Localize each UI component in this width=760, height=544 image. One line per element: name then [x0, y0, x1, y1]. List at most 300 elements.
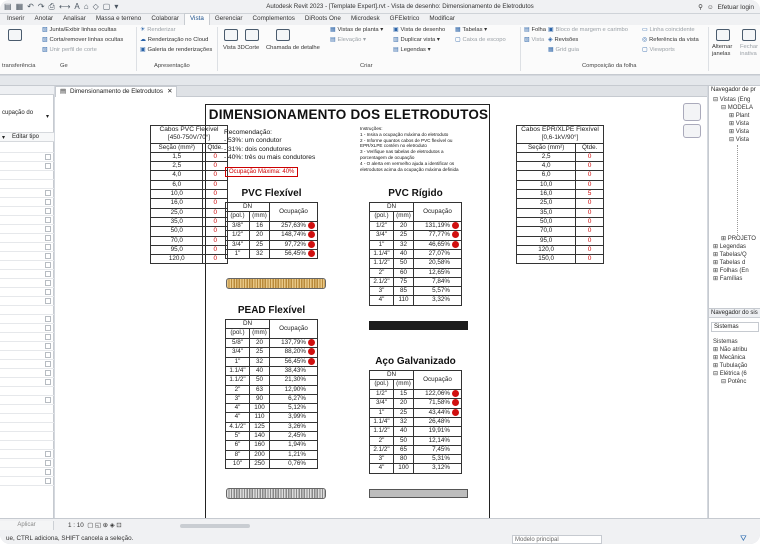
section-cell: 35,0 [151, 217, 203, 226]
cable-row [517, 171, 604, 180]
horizontal-scrollbar[interactable] [180, 524, 250, 528]
close-hidden-icon[interactable]: ▢ [102, 2, 111, 11]
cable-row [151, 255, 228, 264]
property-row[interactable] [0, 423, 54, 432]
conduit-row [226, 432, 318, 441]
tab-anotar[interactable]: Anotar [34, 15, 54, 22]
occupancy-value: 97,72% [284, 240, 306, 248]
quantity-cell[interactable]: 0 [203, 171, 228, 180]
ribbon-item[interactable]: ▣ Galeria de renderizações [140, 47, 213, 53]
property-row[interactable] [0, 144, 54, 153]
diameter-mm-cell: 25 [250, 240, 270, 249]
sheet-title: DIMENSIONAMENTO DOS ELETRODUTOS [208, 107, 489, 122]
recommendation-line: - 40%: três ou mais condutores [224, 154, 316, 162]
section-cell: 120,0 [517, 245, 576, 254]
group-separator [708, 27, 709, 71]
occupancy-value: 1,21% [288, 450, 306, 458]
occupancy-cell [414, 240, 462, 249]
property-checkbox[interactable] [45, 271, 51, 277]
cable-row [151, 190, 228, 199]
occupancy-value: 5,12% [288, 404, 306, 412]
quantity-cell[interactable]: 0 [203, 217, 228, 226]
ribbon-button-3d[interactable]: Vista 3D [223, 45, 245, 51]
property-row[interactable] [0, 234, 54, 243]
mm-header: (mm) [250, 329, 270, 338]
property-row[interactable] [0, 252, 54, 261]
quantity-cell[interactable]: 5 [576, 190, 604, 199]
tab-microdesk[interactable]: Microdesk [350, 15, 380, 22]
property-row[interactable] [0, 306, 54, 315]
property-row[interactable] [0, 315, 54, 324]
occupancy-value: 56,45% [284, 357, 306, 365]
model-selector[interactable]: Modelo principal [512, 535, 602, 544]
section-cell: 25,0 [517, 199, 576, 208]
binoculars-icon[interactable]: ⚲ [698, 4, 703, 11]
section-cell: 95,0 [151, 245, 203, 254]
ribbon-item[interactable]: ▦ Vistas de planta ▾ [330, 27, 384, 33]
quantity-cell[interactable]: 0 [203, 255, 228, 264]
occupancy-cell [414, 436, 462, 445]
login-link[interactable]: Efetuar login [717, 3, 754, 11]
property-row[interactable] [0, 153, 54, 162]
occupancy-value: 7,84% [432, 277, 450, 285]
diameter-mm-cell: 20 [394, 221, 414, 230]
property-checkbox[interactable] [45, 154, 51, 160]
close-icon[interactable]: ✕ [167, 88, 173, 95]
3d-view-icon[interactable]: ⌂ [83, 2, 89, 11]
property-checkbox[interactable] [45, 163, 51, 169]
ribbon-item[interactable]: ▦ Grid guia [548, 47, 580, 53]
quantity-cell[interactable]: 0 [203, 245, 228, 254]
property-checkbox[interactable] [45, 217, 51, 223]
save-icon[interactable]: ▦ [15, 2, 24, 11]
close-inactive-icon[interactable] [742, 29, 756, 41]
epr-cable-subtitle: [0,6-1kV/90°] [517, 134, 604, 143]
ribbon-item[interactable]: ▢ Viewports [642, 47, 675, 53]
property-row[interactable] [0, 459, 54, 468]
quantity-cell[interactable]: 0 [576, 245, 604, 254]
rigid-conduit-graphic [369, 321, 468, 330]
apply-button[interactable]: Aplicar [0, 521, 54, 530]
conduit-row [370, 287, 462, 296]
ribbon-tabs [0, 14, 760, 25]
section-icon[interactable]: ◇ [92, 2, 99, 11]
ribbon-item[interactable]: ▣ Bloco de margem e carimbo [548, 27, 628, 33]
ribbon-item[interactable]: ▤ Elevação ▾ [330, 37, 366, 43]
measure-icon[interactable]: ⟷ [58, 2, 71, 11]
diameter-mm-cell: 20 [394, 399, 414, 408]
edit-type-button[interactable]: Editar tipo [12, 134, 40, 140]
property-row[interactable] [0, 279, 54, 288]
occupancy-value: 5,57% [432, 287, 450, 295]
property-row[interactable] [0, 198, 54, 207]
tree-item[interactable]: ⊟ Vista [729, 137, 749, 144]
occupancy-cell [270, 422, 318, 431]
section-cell: 10,0 [151, 190, 203, 199]
quantity-cell[interactable]: 0 [203, 180, 228, 189]
property-row[interactable] [0, 297, 54, 306]
tab-modificar[interactable]: Modificar [429, 15, 455, 22]
conduit-row [370, 389, 462, 398]
instructions-block [360, 126, 459, 172]
switch-windows-icon[interactable] [716, 29, 730, 41]
alert-dot-icon [308, 339, 315, 346]
property-checkbox[interactable] [45, 262, 51, 268]
tree-item[interactable]: ⊟ Vistas (Eng [713, 97, 751, 103]
occupancy-cell [414, 296, 462, 305]
occupancy-value: 12,65% [428, 268, 450, 276]
property-row[interactable] [0, 477, 54, 486]
ribbon-item[interactable]: ▤ Folha [524, 27, 546, 33]
systems-dropdown[interactable]: Sistemas [711, 322, 759, 332]
conduit-row [226, 441, 318, 450]
tab-gerenciar[interactable]: Gerenciar [214, 15, 243, 22]
ribbon-item[interactable]: ▥ Duplicar vista ▾ [393, 37, 440, 43]
property-row[interactable] [0, 360, 54, 369]
project-browser-title: Navegador de pr [711, 87, 756, 93]
property-row[interactable] [0, 225, 54, 234]
alert-dot-icon [452, 231, 459, 238]
diameter-pol-cell: 3" [370, 455, 394, 464]
dropdown-icon[interactable]: ▾ [2, 135, 6, 141]
occupancy-cell [414, 389, 462, 398]
text-icon[interactable]: A [74, 2, 80, 11]
ribbon-item[interactable]: ▤ Legendas ▾ [393, 47, 431, 53]
tab-analisar[interactable]: Analisar [63, 15, 86, 22]
tree-item[interactable]: ⊞ Mecânica [713, 355, 746, 362]
property-row[interactable] [0, 414, 54, 423]
diameter-mm-cell: 63 [250, 385, 270, 394]
switch-windows-button[interactable]: Alternar janelas [712, 44, 733, 57]
occupancy-value: 20,58% [428, 259, 450, 267]
property-row[interactable] [0, 342, 54, 351]
tree-item[interactable]: ⊞ Legendas [713, 243, 747, 250]
property-row[interactable] [0, 324, 54, 333]
occupancy-header: Ocupação [414, 203, 462, 222]
section-cell: 2,5 [151, 162, 203, 171]
ribbon-button-callout[interactable]: Chamada de detalhe [266, 45, 320, 51]
diameter-pol-cell: 1" [370, 408, 394, 417]
property-row[interactable] [0, 207, 54, 216]
ribbon-item[interactable]: ▦ Tabelas ▾ [455, 27, 487, 33]
tree-item[interactable]: ⊞ Tabelas/Q [713, 251, 747, 258]
dn-header: DN [226, 203, 270, 212]
diameter-pol-cell: 1/2" [370, 389, 394, 398]
close-inactive-button[interactable]: Fechar inativa [740, 44, 759, 57]
tree-item[interactable]: ⊞ PROJETO [721, 235, 756, 242]
quantity-cell[interactable]: 0 [576, 180, 604, 189]
pvc-flex-table [225, 202, 318, 259]
view-tab-drafting[interactable] [55, 86, 177, 97]
property-checkbox[interactable] [45, 235, 51, 241]
ribbon-item[interactable]: ☀ Renderizar [140, 27, 176, 33]
quantity-cell[interactable]: 0 [576, 199, 604, 208]
property-row[interactable] [0, 216, 54, 225]
diameter-pol-cell: 4.1/2" [226, 422, 250, 431]
cable-row [517, 199, 604, 208]
diameter-mm-cell: 65 [394, 445, 414, 454]
property-row[interactable] [0, 333, 54, 342]
property-checkbox[interactable] [45, 325, 51, 331]
tree-item[interactable]: ⊟ Elétrica (6 [713, 371, 747, 378]
diameter-mm-cell: 100 [394, 464, 414, 473]
status-text: ue, CTRL adiciona, SHIFT cancela a seleção. [6, 535, 134, 542]
property-row[interactable] [0, 387, 54, 396]
diameter-mm-cell: 25 [394, 231, 414, 240]
edit-type-row [0, 132, 54, 142]
quantity-cell[interactable]: 0 [203, 208, 228, 217]
view-tab-label: Dimensionamento de Eletrodutos [69, 88, 164, 95]
property-checkbox[interactable] [45, 244, 51, 250]
flexible-conduit-graphic [226, 278, 326, 289]
property-checkbox[interactable] [45, 361, 51, 367]
group-label: transferência [2, 63, 36, 69]
property-checkbox[interactable] [45, 316, 51, 322]
diameter-pol-cell: 3/8" [226, 221, 250, 230]
print-icon[interactable]: ⎙ [48, 2, 55, 11]
diameter-pol-cell: 4" [370, 296, 394, 305]
properties-type-label: cupação do [2, 110, 34, 116]
property-row[interactable] [0, 369, 54, 378]
tab-gfeletrico[interactable]: GFEletrico [389, 15, 420, 22]
ribbon-item[interactable]: ◈ Revisões [548, 37, 579, 43]
callout-icon[interactable] [276, 29, 290, 41]
property-checkbox[interactable] [45, 397, 51, 403]
diameter-mm-cell: 110 [394, 296, 414, 305]
property-checkbox[interactable] [45, 370, 51, 376]
recommendation-block [224, 129, 315, 163]
diameter-pol-cell: 2.1/2" [370, 445, 394, 454]
alert-dot-icon [452, 390, 459, 397]
quantity-cell[interactable]: 0 [576, 171, 604, 180]
diameter-pol-cell: 2" [370, 268, 394, 277]
diameter-pol-cell: 1/2" [226, 231, 250, 240]
property-checkbox[interactable] [45, 190, 51, 196]
pvc-flex-title: PVC Flexível [241, 188, 302, 199]
cable-row [151, 217, 228, 226]
tree-item[interactable]: ⊟ MODELA [721, 105, 754, 112]
tree-item[interactable]: ⊞ Vista [729, 129, 749, 136]
property-row[interactable] [0, 396, 54, 405]
dropdown-icon[interactable]: ▾ [114, 2, 119, 11]
property-row[interactable] [0, 378, 54, 387]
ribbon-item[interactable]: ☁ Renderização no Cloud [140, 37, 209, 43]
pvc-header-qtde: Qtde. [203, 143, 228, 152]
section-cell: 70,0 [151, 236, 203, 245]
occupancy-cell [270, 348, 318, 357]
section-cell: 6,0 [517, 171, 576, 180]
tab-inserir[interactable]: Inserir [7, 15, 25, 22]
tab-diroots[interactable]: DiRoots One [304, 15, 341, 22]
section-icon[interactable] [245, 29, 259, 41]
occupancy-value: 26,48% [428, 418, 450, 425]
diameter-mm-cell: 50 [250, 376, 270, 385]
property-checkbox[interactable] [45, 343, 51, 349]
property-checkbox[interactable] [45, 289, 51, 295]
occupancy-cell [414, 259, 462, 268]
chevron-down-icon[interactable]: ▾ [46, 114, 50, 120]
pead-conduit-graphic [226, 488, 326, 499]
property-checkbox[interactable] [45, 334, 51, 340]
pead-title: PEAD Flexível [237, 305, 306, 316]
property-row[interactable] [0, 468, 54, 477]
property-row[interactable] [0, 171, 54, 180]
group-label: Composição da folha [582, 63, 637, 69]
conduit-row [370, 455, 462, 464]
quantity-cell[interactable]: 0 [576, 255, 604, 264]
epr-cable-title: Cabos EPR/XLPE Flexível [517, 126, 604, 135]
quantity-cell[interactable]: 0 [203, 236, 228, 245]
quantity-cell[interactable]: 0 [576, 236, 604, 245]
drafting-sheet [158, 104, 599, 519]
occupancy-cell [414, 408, 462, 417]
section-cell: 50,0 [151, 227, 203, 236]
drawing-canvas[interactable] [55, 97, 707, 518]
diameter-pol-cell: 10" [226, 459, 250, 468]
occupancy-cell [270, 240, 318, 249]
occupancy-value: 1,94% [288, 441, 306, 449]
cable-row [151, 227, 228, 236]
diameter-mm-cell: 40 [394, 250, 414, 259]
tree-item[interactable]: ⊞ Plant [729, 113, 750, 120]
property-row[interactable] [0, 180, 54, 189]
tree-item: Sistemas [713, 339, 738, 345]
conduit-row [226, 413, 318, 422]
ribbon-item[interactable]: ▧ Vista [524, 37, 545, 43]
tree-item[interactable]: ⊞ Folhas (En [713, 267, 749, 274]
quantity-cell[interactable]: 0 [203, 190, 228, 199]
property-checkbox[interactable] [45, 379, 51, 385]
section-cell: 2,5 [517, 152, 576, 161]
3d-view-icon[interactable] [224, 29, 238, 41]
header-row [226, 320, 318, 329]
mm-header: (mm) [394, 212, 414, 221]
diameter-pol-cell: 6" [226, 441, 250, 450]
quantity-cell[interactable]: 0 [576, 227, 604, 236]
diameter-mm-cell: 75 [394, 277, 414, 286]
view-scale[interactable]: 1 : 10 ▢ ◱ ⊕ ◈ ⊡ [68, 522, 122, 529]
property-checkbox[interactable] [45, 298, 51, 304]
alert-dot-icon [308, 250, 315, 257]
quantity-cell[interactable]: 0 [576, 217, 604, 226]
property-row[interactable] [0, 441, 54, 450]
pvc-cable-title: Cabos PVC Flexível [151, 126, 228, 135]
property-checkbox[interactable] [45, 253, 51, 259]
ribbon-item[interactable]: ▧ Unir perfil de corte [42, 47, 97, 53]
user-icon[interactable]: ☺ [706, 3, 714, 11]
cable-row [517, 162, 604, 171]
property-row[interactable] [0, 261, 54, 270]
quantity-cell[interactable]: 0 [576, 208, 604, 217]
tab-vista[interactable]: Vista [184, 13, 210, 25]
ribbon-item[interactable]: ▧ Corta/remover linhas ocultas [42, 37, 124, 43]
property-checkbox[interactable] [45, 460, 51, 466]
quantity-cell[interactable]: 0 [203, 162, 228, 171]
tree-item[interactable]: ⊞ Famílias [713, 276, 743, 283]
occupancy-value: 148,74% [281, 231, 306, 239]
project-tree [713, 96, 756, 283]
occupancy-cell [270, 404, 318, 413]
diameter-mm-cell: 16 [250, 221, 270, 230]
tree-item[interactable]: ⊞ Tubulação [713, 363, 748, 370]
occupancy-cell [270, 459, 318, 468]
ribbon-button-corte[interactable]: Corte [245, 45, 260, 51]
quantity-cell[interactable]: 0 [576, 162, 604, 171]
quantity-cell[interactable]: 0 [203, 199, 228, 208]
property-checkbox[interactable] [45, 478, 51, 484]
visibility-graphics-icon[interactable] [8, 29, 22, 41]
diameter-pol-cell: 1.1/4" [226, 367, 250, 376]
property-checkbox[interactable] [45, 352, 51, 358]
property-checkbox[interactable] [45, 451, 51, 457]
property-row[interactable] [0, 405, 54, 414]
ribbon-item[interactable]: ◎ Referência da vista [642, 37, 699, 43]
property-row[interactable] [0, 243, 54, 252]
ribbon-item[interactable]: ▭ Linha coincidente [642, 27, 695, 33]
epr-header-secao: Seção (mm²) [517, 143, 576, 152]
conduit-row [370, 277, 462, 286]
pol-header: (pol.) [370, 212, 394, 221]
property-row[interactable] [0, 288, 54, 297]
zoom-icon[interactable] [683, 124, 701, 138]
filter-icon[interactable]: ⛛ [740, 534, 747, 543]
cable-row [151, 236, 228, 245]
tab-colaborar[interactable]: Colaborar [151, 15, 179, 22]
property-row[interactable] [0, 432, 54, 441]
tab-complementos[interactable]: Complementos [252, 15, 295, 22]
steering-wheel-icon[interactable] [683, 103, 701, 121]
tree-item[interactable]: ⊟ Potênc [721, 379, 747, 386]
open-icon[interactable]: ▤ [4, 2, 12, 11]
undo-icon[interactable]: ↶ [27, 2, 34, 11]
property-row[interactable] [0, 450, 54, 459]
cable-row [517, 245, 604, 254]
max-occupancy-warning: Ocupação Máxima: 40% [225, 167, 298, 177]
tree-item[interactable]: ⊞ Não atribu [713, 347, 748, 354]
ribbon-item[interactable]: ▧ Junta/Exibir linhas ocultas [42, 27, 117, 33]
ribbon-item[interactable]: ▣ Vista de desenho [393, 27, 446, 33]
diameter-pol-cell: 3" [226, 394, 250, 403]
quantity-cell[interactable]: 0 [576, 152, 604, 161]
conduit-row [226, 338, 318, 347]
property-checkbox[interactable] [45, 199, 51, 205]
property-checkbox[interactable] [45, 208, 51, 214]
quantity-cell[interactable]: 0 [203, 227, 228, 236]
diameter-mm-cell: 32 [250, 357, 270, 366]
tree-item[interactable]: ⊞ Tabelas d [713, 259, 746, 266]
project-browser [708, 86, 760, 518]
property-row[interactable] [0, 351, 54, 360]
property-row[interactable] [0, 189, 54, 198]
property-checkbox[interactable] [45, 469, 51, 475]
tree-item[interactable]: ⊞ Vista [729, 121, 749, 128]
occupancy-value: 27,07% [428, 250, 450, 257]
quantity-cell[interactable]: 0 [203, 152, 228, 161]
tab-massa[interactable]: Massa e terreno [95, 15, 142, 22]
properties-header [0, 86, 54, 95]
section-cell: 150,0 [517, 255, 576, 264]
property-row[interactable] [0, 162, 54, 171]
property-checkbox[interactable] [45, 226, 51, 232]
property-row[interactable] [0, 270, 54, 279]
diameter-mm-cell: 250 [250, 459, 270, 468]
property-checkbox[interactable] [45, 280, 51, 286]
cable-row [517, 190, 604, 199]
redo-icon[interactable]: ↷ [37, 2, 45, 11]
status-bar [0, 518, 760, 544]
ribbon-item[interactable]: ▢ Caixa de escopo [455, 37, 506, 43]
occupancy-cell [414, 445, 462, 454]
